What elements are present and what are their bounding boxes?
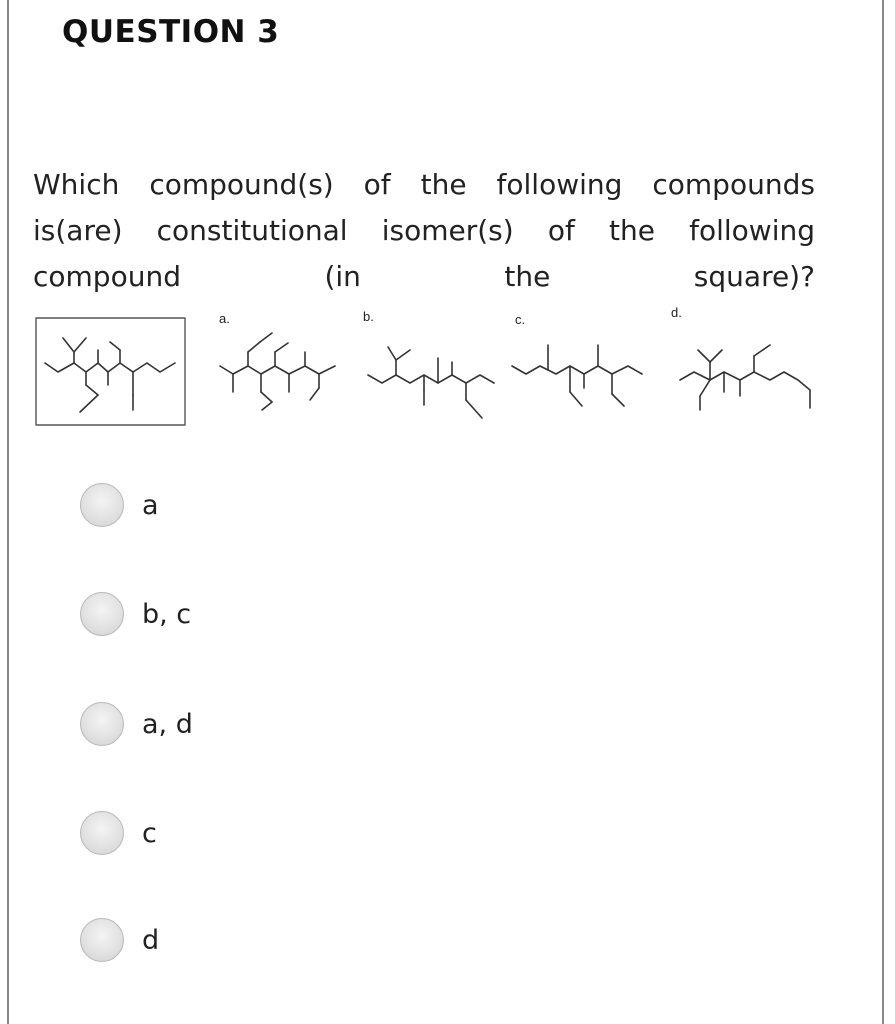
radio-button[interactable] (80, 592, 124, 636)
question-word: following (689, 214, 815, 247)
question-line-3 (33, 254, 815, 300)
question-title: QUESTION 3 (62, 14, 280, 50)
question-word: Which (33, 168, 120, 201)
label-b: b. (363, 309, 374, 324)
question-line-2 (33, 208, 815, 254)
question-word: the (420, 168, 467, 201)
option-label: a, d (142, 708, 193, 740)
question-word: is(are) (33, 214, 123, 247)
question-word: compound(s) (149, 168, 334, 201)
reference-structure (45, 338, 175, 412)
structure-c (512, 345, 642, 406)
option-label: a (142, 489, 159, 521)
label-a: a. (219, 311, 230, 326)
question-word: constitutional (156, 214, 348, 247)
option-b-c[interactable] (80, 592, 191, 636)
question-word: square)? (693, 260, 815, 293)
question-word: the (504, 260, 551, 293)
structure-d (680, 345, 810, 410)
question-word: of (363, 168, 391, 201)
option-d[interactable] (80, 918, 159, 962)
option-c[interactable] (80, 811, 157, 855)
label-d: d. (671, 305, 682, 320)
question-word: compounds (652, 168, 815, 201)
structure-b (368, 347, 494, 418)
question-line-1 (33, 162, 815, 208)
option-label: c (142, 817, 157, 849)
radio-button[interactable] (80, 702, 124, 746)
option-a[interactable] (80, 483, 159, 527)
label-c: c. (515, 312, 526, 327)
option-a-d[interactable] (80, 702, 193, 746)
radio-button[interactable] (80, 918, 124, 962)
question-word: isomer(s) (381, 214, 514, 247)
structures-figure (0, 300, 895, 440)
question-word: of (547, 214, 575, 247)
question-word: the (609, 214, 655, 247)
radio-button[interactable] (80, 483, 124, 527)
radio-button[interactable] (80, 811, 124, 855)
question-word: following (496, 168, 623, 201)
question-word: (in (324, 260, 361, 293)
question-text (33, 162, 815, 300)
question-word: compound (33, 260, 181, 293)
skeletal-structures (0, 300, 895, 440)
option-label: b, c (142, 598, 192, 630)
structure-a (220, 333, 335, 410)
option-label: d (142, 924, 160, 956)
